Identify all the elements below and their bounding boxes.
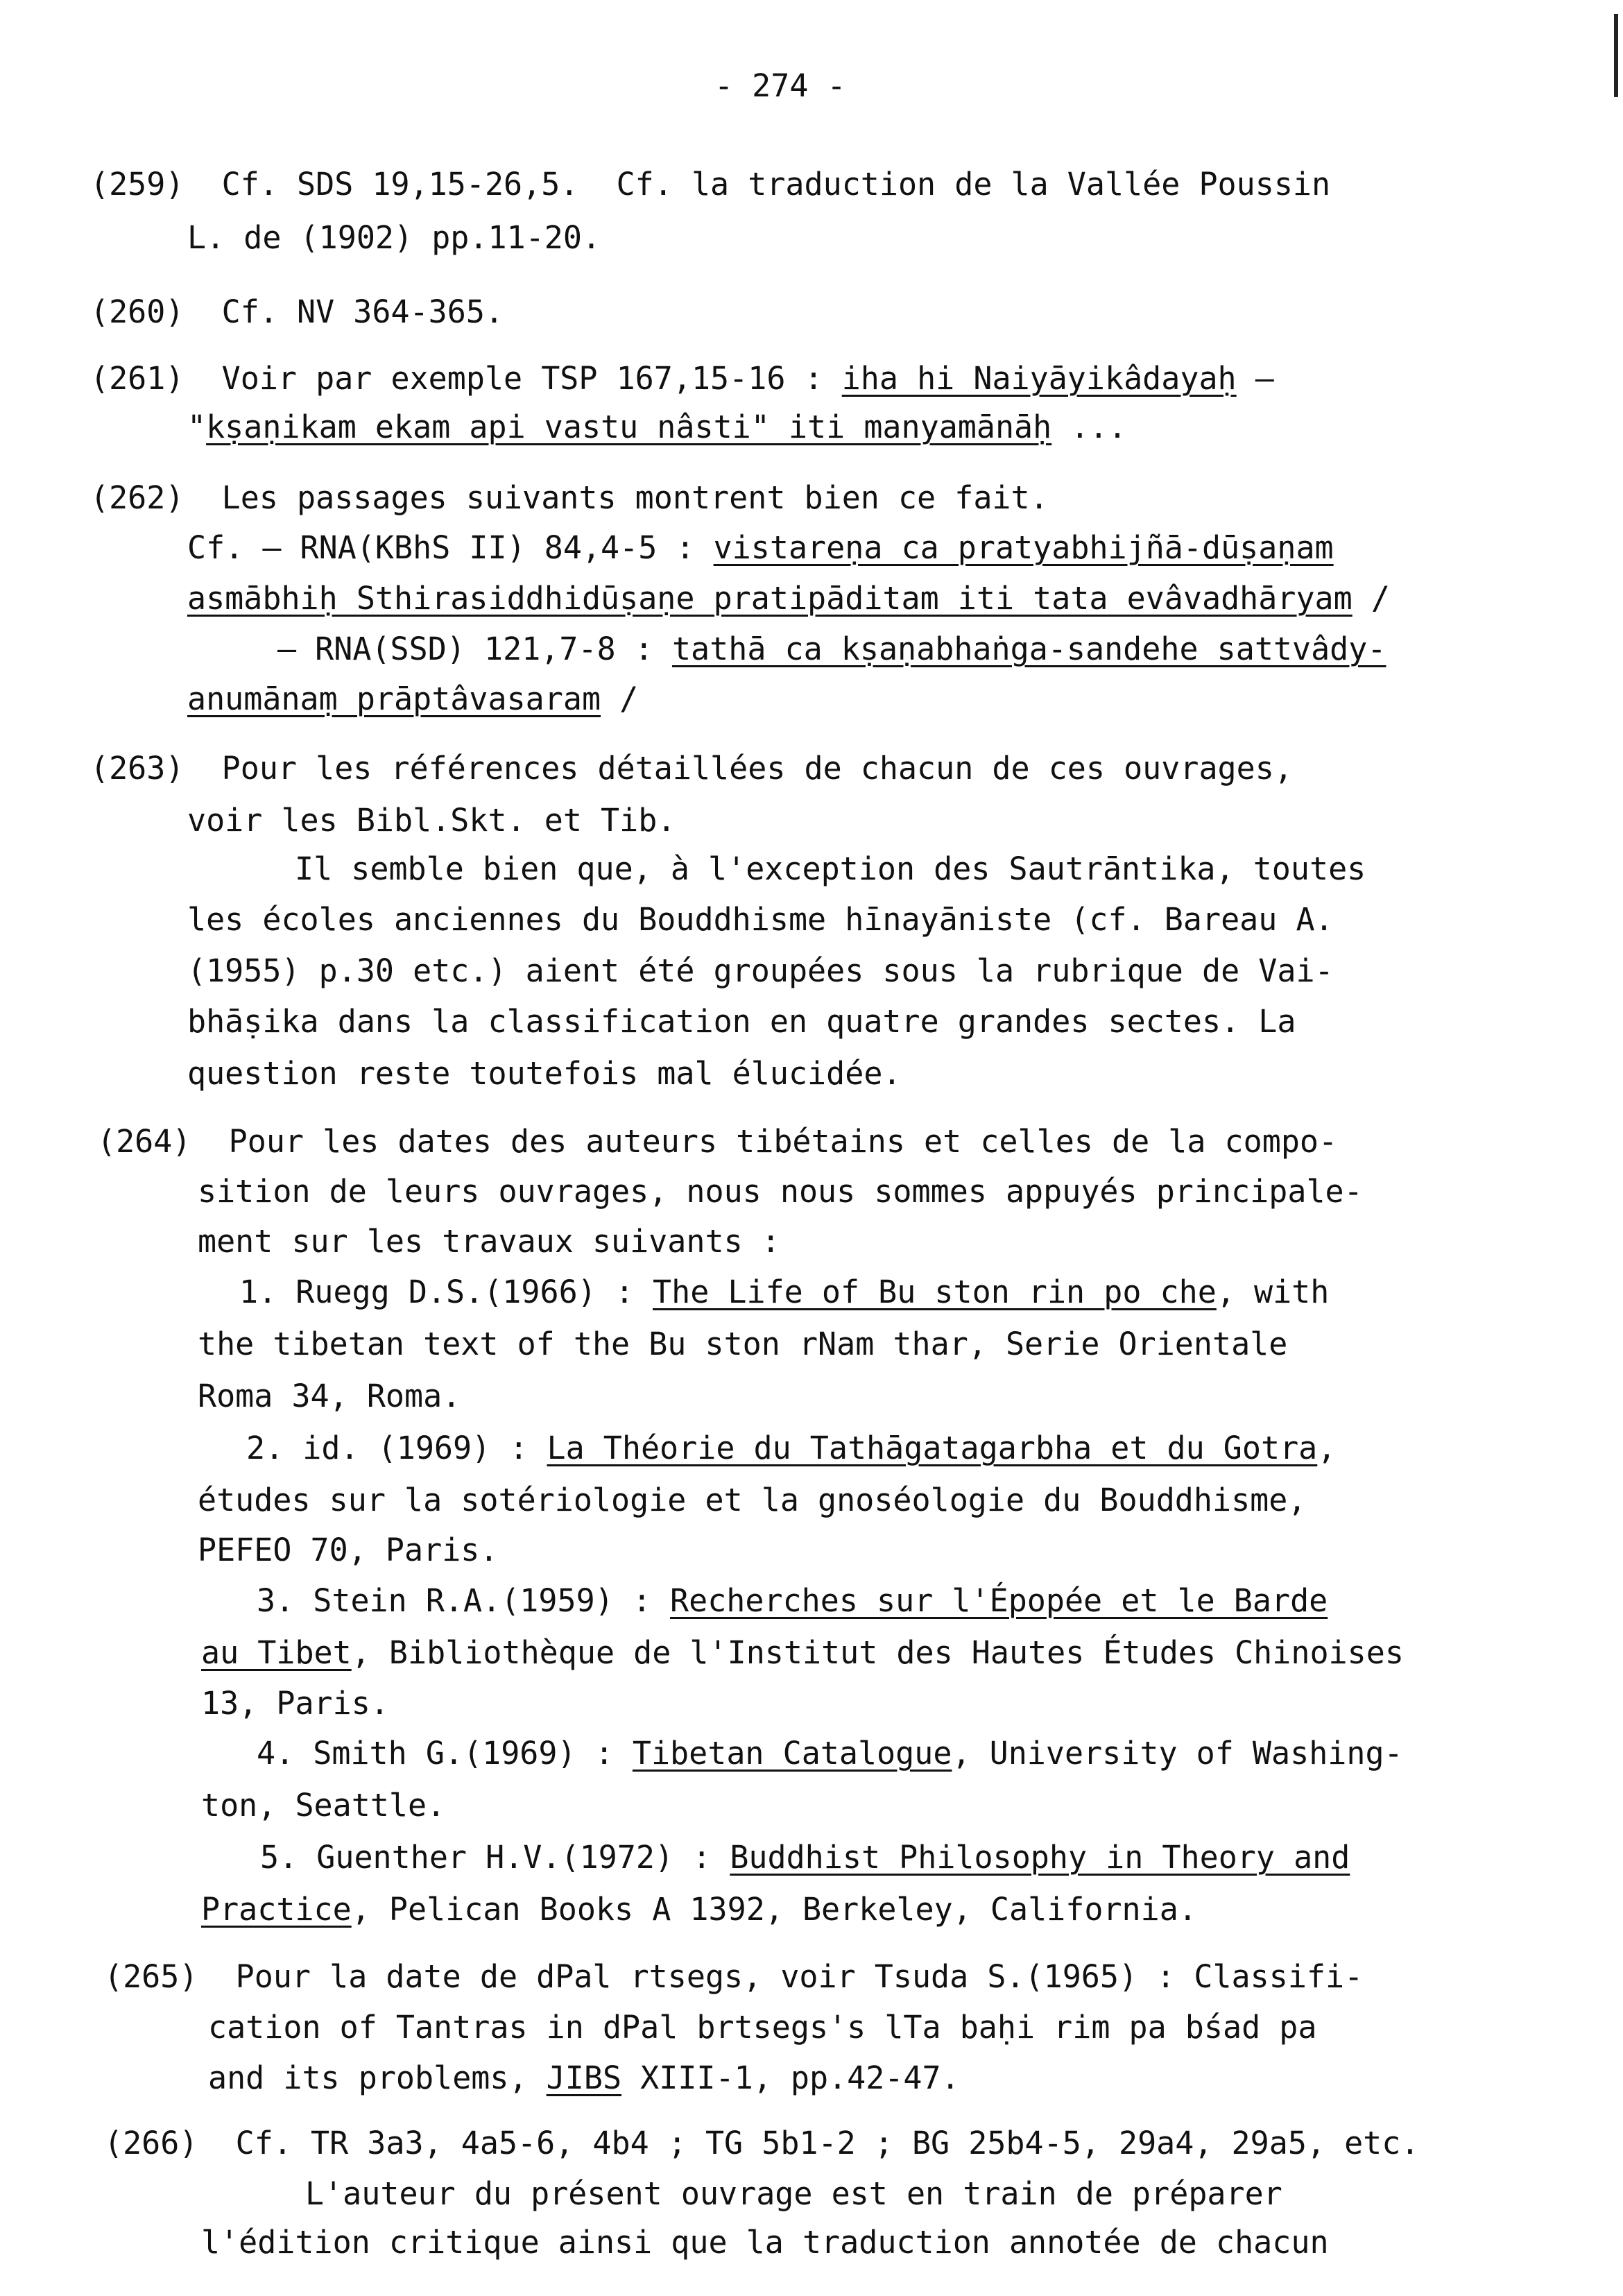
- note-text: (259) Cf. SDS 19,15-26,5. Cf. la traduction de la Vallée Poussin: [90, 166, 1331, 203]
- footnote-264-line: [198, 1531, 498, 1570]
- footnote-263-line: [187, 952, 1334, 991]
- footnote-262-line: [90, 479, 1049, 517]
- footnote-262-line: [187, 579, 1390, 618]
- note-text: L. de (1902) pp.11-20.: [187, 219, 601, 256]
- footnote-260-line: [90, 293, 504, 332]
- footnote-263-line: [295, 850, 1366, 889]
- footnote-265-line: [208, 2059, 960, 2098]
- footnote-262-line: [187, 680, 638, 719]
- note-text: cation of Tantras in dPal brtsegs's lTa baḥi rim pa bśad pa: [208, 2009, 1317, 2046]
- note-text: 2. id. (1969) :: [246, 1430, 547, 1466]
- note-text: 13, Paris.: [201, 1685, 389, 1722]
- underlined-reference: Recherches sur l'Épopée et le Barde: [670, 1582, 1328, 1619]
- note-text: (263) Pour les références détaillées de chacun de ces ouvrages,: [90, 750, 1293, 787]
- note-text: , with: [1216, 1274, 1330, 1310]
- note-text: ton, Seattle.: [201, 1787, 446, 1824]
- footnote-261-line: [90, 359, 1274, 398]
- note-text: Il semble bien que, à l'exception des Sautrāntika, toutes: [295, 850, 1366, 887]
- note-text: (262) Les passages suivants montrent bien ce fait.: [90, 479, 1049, 516]
- note-text: –: [1236, 360, 1274, 397]
- note-text: the tibetan text of the Bu ston rNam thar, Serie Orientale: [198, 1326, 1288, 1362]
- footnote-266-line: [104, 2124, 1419, 2163]
- underlined-reference: La Théorie du Tathāgatagarbha et du Gotra: [547, 1430, 1318, 1466]
- underlined-reference: vistareṇa ca pratyabhijñā-dūṣaṇam: [713, 529, 1334, 566]
- underlined-reference: anumānaṃ prāptâvasaram: [187, 680, 601, 717]
- note-text: /: [1352, 580, 1390, 617]
- underlined-reference: Buddhist Philosophy in Theory and: [730, 1839, 1350, 1876]
- note-text: ...: [1051, 409, 1127, 445]
- footnote-264-line: [201, 1634, 1404, 1672]
- footnote-265-line: [104, 1957, 1363, 1996]
- underlined-reference: kṣaṇikam ekam api vastu nâsti" iti manyamānāḥ: [206, 409, 1052, 445]
- note-text: voir les Bibl.Skt. et Tib.: [187, 802, 676, 839]
- note-text: 4. Smith G.(1969) :: [257, 1735, 633, 1772]
- note-text: XIII-1, pp.42-47.: [621, 2059, 960, 2096]
- note-text: – RNA(SSD) 121,7-8 :: [277, 631, 672, 667]
- footnote-263-line: [187, 1054, 902, 1093]
- note-text: 1. Ruegg D.S.(1966) :: [239, 1274, 653, 1310]
- footnote-263-line: [187, 900, 1334, 939]
- note-text: PEFEO 70, Paris.: [198, 1532, 499, 1568]
- note-text: l'édition critique ainsi que la traduction annotée de chacun: [201, 2224, 1329, 2261]
- footnote-262-line: [187, 529, 1334, 567]
- footnote-264-line: [198, 1481, 1306, 1520]
- underlined-reference: au Tibet: [201, 1634, 352, 1671]
- note-text: (265) Pour la date de dPal rtsegs, voir Tsuda S.(1965) : Classifi-: [104, 1958, 1364, 1995]
- footnote-265-line: [208, 2008, 1316, 2047]
- underlined-reference: Tibetan Catalogue: [632, 1735, 952, 1772]
- note-text: ": [187, 409, 207, 445]
- note-text: Roma 34, Roma.: [198, 1378, 461, 1414]
- footnote-264-line: [198, 1222, 780, 1261]
- note-text: , Bibliothèque de l'Institut des Hautes Études Chinoises: [351, 1634, 1404, 1671]
- scan-edge-mark: [1614, 14, 1618, 97]
- footnote-264-line: [198, 1377, 461, 1416]
- footnote-263-line: [90, 749, 1293, 788]
- note-text: bhāṣika dans la classification en quatre grandes sectes. La: [187, 1003, 1296, 1040]
- footnote-264-line: [201, 1786, 445, 1825]
- footnote-264-line: [239, 1273, 1329, 1312]
- underlined-reference: The Life of Bu ston rin po che: [653, 1274, 1217, 1310]
- footnote-264-line: [97, 1122, 1337, 1161]
- underlined-reference: Practice: [201, 1891, 352, 1928]
- note-text: and its problems,: [208, 2059, 547, 2096]
- note-text: /: [601, 680, 639, 717]
- note-text: , Pelican Books A 1392, Berkeley, California.: [351, 1891, 1197, 1928]
- note-text: (264) Pour les dates des auteurs tibétains et celles de la compo-: [97, 1123, 1338, 1160]
- note-text: 5. Guenther H.V.(1972) :: [260, 1839, 730, 1876]
- footnote-264-line: [198, 1325, 1287, 1364]
- note-text: les écoles anciennes du Bouddhisme hīnayāniste (cf. Bareau A.: [187, 901, 1334, 938]
- footnote-266-line: [201, 2223, 1329, 2262]
- note-text: (261) Voir par exemple TSP 167,15-16 :: [90, 360, 842, 397]
- note-text: (260) Cf. NV 364-365.: [90, 293, 504, 330]
- note-text: ,: [1317, 1430, 1337, 1466]
- note-text: sition de leurs ouvrages, nous nous sommes appuyés principale-: [198, 1173, 1363, 1210]
- underlined-reference: iha hi Naiyāyikâdayaḥ: [841, 360, 1237, 397]
- footnote-264-line: [201, 1684, 389, 1723]
- note-text: ment sur les travaux suivants :: [198, 1223, 780, 1260]
- underlined-reference: JIBS: [546, 2059, 622, 2096]
- underlined-reference: tathā ca kṣaṇabhaṅga-sandehe sattvâdy-: [671, 631, 1386, 667]
- footnote-264-line: [246, 1429, 1336, 1468]
- footnote-259-line: [90, 165, 1330, 204]
- footnote-264-line: [257, 1734, 1403, 1773]
- note-text: (266) Cf. TR 3a3, 4a5-6, 4b4 ; TG 5b1-2 ; BG 25b4-5, 29a4, 29a5, etc.: [104, 2125, 1420, 2161]
- footnote-266-line: [305, 2175, 1282, 2213]
- footnote-261-line: [187, 408, 1127, 447]
- footnote-264-line: [201, 1890, 1197, 1929]
- footnote-259-line: [187, 219, 601, 257]
- footnote-264-line: [198, 1172, 1363, 1211]
- footnote-264-line: [260, 1838, 1350, 1877]
- footnote-264-line: [257, 1582, 1328, 1620]
- underlined-reference: asmābhiḥ Sthirasiddhidūṣaṇe pratipāditam iti tata evâvadhāryam: [187, 580, 1352, 617]
- footnote-262-line: [277, 630, 1386, 669]
- note-text: L'auteur du présent ouvrage est en train de préparer: [305, 2175, 1282, 2212]
- note-text: études sur la sotériologie et la gnoséologie du Bouddhisme,: [198, 1482, 1307, 1518]
- note-text: question reste toutefois mal élucidée.: [187, 1055, 902, 1092]
- footnote-263-line: [187, 801, 676, 840]
- note-text: 3. Stein R.A.(1959) :: [257, 1582, 671, 1619]
- note-text: , University of Washing-: [952, 1735, 1403, 1772]
- note-text: Cf. – RNA(KBhS II) 84,4-5 :: [187, 529, 714, 566]
- footnote-263-line: [187, 1002, 1296, 1041]
- note-text: (1955) p.30 etc.) aient été groupées sous la rubrique de Vai-: [187, 952, 1334, 989]
- page-number: - 274 -: [714, 67, 846, 104]
